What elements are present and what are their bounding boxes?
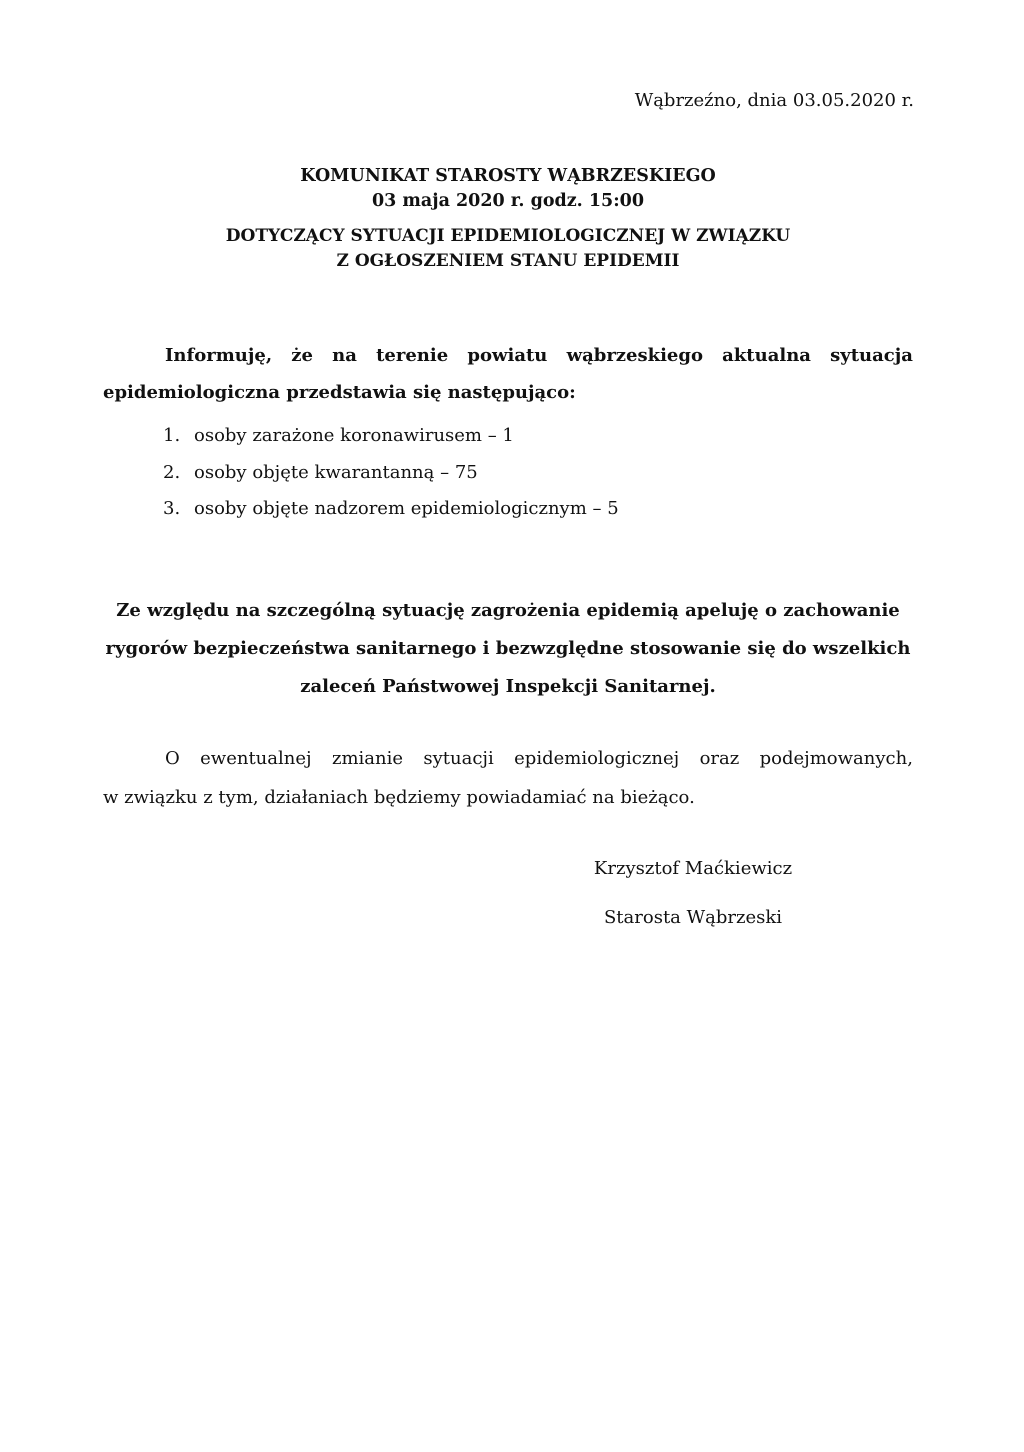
list-item (163, 491, 619, 528)
info-word: zmianie (331, 748, 404, 769)
date-line: Wąbrzeźno, dnia 03.05.2020 r. (634, 90, 914, 111)
intro-word: Informuję, (165, 345, 273, 366)
title-line-1: KOMUNIKAT STAROSTY WĄBRZESKIEGO (300, 166, 716, 186)
info-word: epidemiologicznej (514, 748, 680, 769)
info-line-1 (103, 748, 913, 769)
intro-line-1 (103, 345, 913, 366)
appeal-line-2: rygorów bezpieczeństwa sanitarnego i bezwzględne stosowanie się do wszelkich (105, 638, 911, 659)
intro-word: że (291, 345, 313, 366)
title-line-2: 03 maja 2020 r. godz. 15:00 (371, 191, 645, 211)
info-word: O (165, 748, 180, 769)
intro-word: sytuacja (830, 345, 913, 366)
statistics-list (163, 418, 619, 528)
list-item-text: osoby zarażone koronawirusem – 1 (194, 425, 514, 446)
list-item-number: 1. (163, 425, 181, 446)
list-item-number: 2. (163, 461, 181, 483)
info-word: oraz (699, 748, 740, 769)
appeal-line-3: zaleceń Państwowej Inspekcji Sanitarnej. (300, 676, 716, 697)
title-line-4: Z OGŁOSZENIEM STANU EPIDEMII (336, 251, 680, 271)
info-word: ewentualnej (200, 748, 312, 769)
intro-word: powiatu (467, 345, 548, 366)
signature-role: Starosta Wąbrzeski (603, 907, 783, 928)
list-item (163, 455, 619, 492)
list-item-text: osoby objęte nadzorem epidemiologicznym – 5 (194, 498, 619, 519)
list-item-number: 3. (163, 498, 181, 519)
title-line-3: DOTYCZĄCY SYTUACJI EPIDEMIOLOGICZNEJ W ZWIĄZKU (225, 226, 791, 246)
list-item-text: osoby objęte kwarantanną – 75 (194, 461, 478, 483)
info-word: podejmowanych, (759, 748, 913, 769)
info-word: sytuacji (423, 748, 494, 769)
signature-name: Krzysztof Maćkiewicz (593, 858, 793, 879)
info-line-2: w związku z tym, działaniach będziemy powiadamiać na bieżąco. (103, 787, 695, 808)
intro-word: wąbrzeskiego (566, 345, 703, 366)
list-item (163, 418, 619, 455)
intro-word: terenie (376, 345, 449, 366)
intro-word: aktualna (722, 345, 811, 366)
intro-word: na (332, 345, 357, 366)
appeal-line-1: Ze względu na szczególną sytuację zagrożenia epidemią apeluję o zachowanie (116, 600, 900, 621)
intro-line-2: epidemiologiczna przedstawia się następująco: (103, 382, 576, 403)
